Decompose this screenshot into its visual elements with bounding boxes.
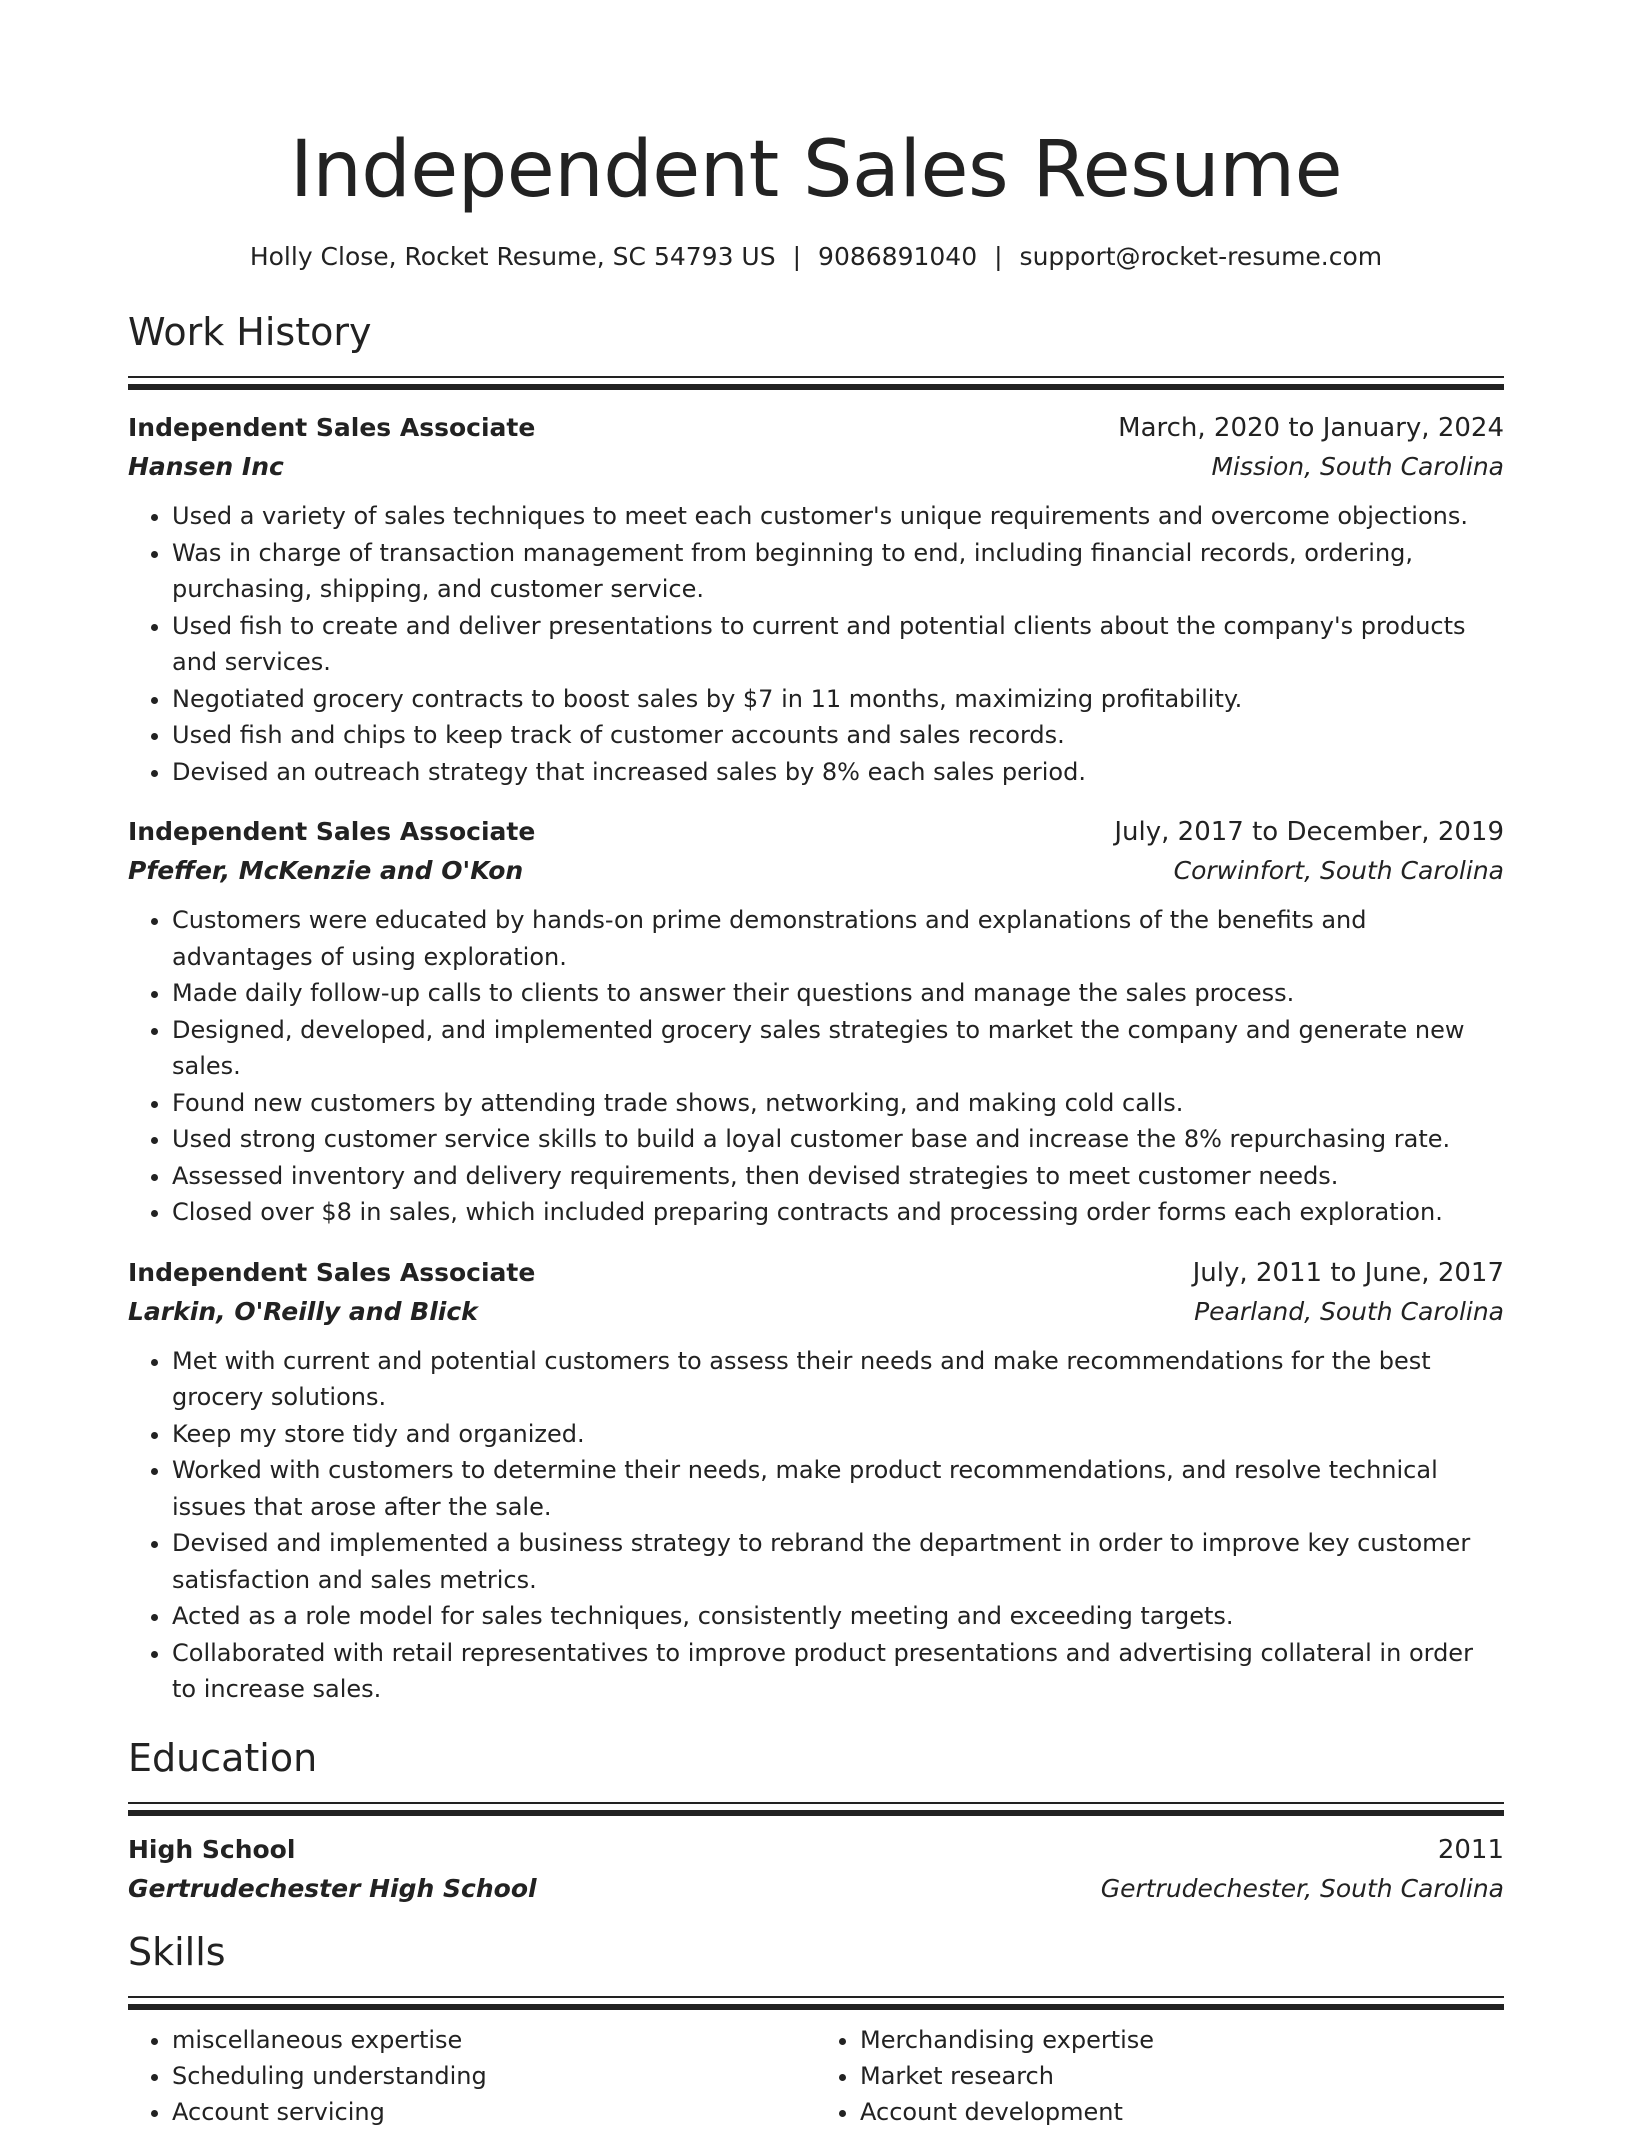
skill-item: • Merchandising expertise (860, 2022, 1504, 2058)
job-location: Corwinfort, South Carolina (1173, 856, 1504, 885)
section-divider (128, 384, 1504, 390)
section-heading-education: Education (128, 1735, 318, 1780)
contact-email[interactable]: support@rocket-resume.com (1019, 242, 1383, 271)
work-history-section (128, 308, 1504, 1708)
skill-item: • Scheduling understanding (172, 2058, 816, 2094)
list-item: • Assessed inventory and delivery requirements, then devised strategies to meet customer needs. (172, 1158, 1504, 1195)
list-item: • Customers were educated by hands-on prime demonstrations and explanations of the benefits and advantages of using exploration. (172, 902, 1504, 975)
section-divider (128, 2004, 1504, 2010)
list-item: • Used fish to create and deliver presentations to current and potential clients about the company's products and services. (172, 608, 1504, 681)
job-bullets (128, 902, 1504, 1231)
list-item: • Used strong customer service skills to build a loyal customer base and increase the 8% repurchasing rate. (172, 1121, 1504, 1158)
job-entry (128, 812, 1504, 1231)
list-item: • Was in charge of transaction management from beginning to end, including financial records, ordering, purchasing, shipping, and customer service. (172, 535, 1504, 608)
job-title: Independent Sales Associate (128, 413, 536, 442)
list-item: • Acted as a role model for sales techniques, consistently meeting and exceeding targets. (172, 1598, 1504, 1635)
list-item: • Made daily follow-up calls to clients to answer their questions and manage the sales process. (172, 975, 1504, 1012)
job-title: Independent Sales Associate (128, 1257, 536, 1287)
job-location: Pearland, South Carolina (1194, 1296, 1504, 1326)
contact-address: Holly Close, Rocket Resume, SC 54793 US (249, 242, 776, 271)
job-bullets (128, 1343, 1504, 1708)
section-divider (128, 1802, 1504, 1804)
job-dates: July, 2017 to December, 2019 (1114, 817, 1504, 847)
section-heading-work-history: Work History (128, 310, 372, 354)
job-dates: March, 2020 to January, 2024 (1118, 413, 1504, 443)
list-item: • Worked with customers to determine their needs, make product recommendations, and resolve technical issues that arose after the sale. (172, 1452, 1504, 1525)
list-item: • Collaborated with retail representatives to improve product presentations and advertising collateral in order to increase sales. (172, 1635, 1504, 1708)
job-dates: July, 2011 to June, 2017 (1192, 1257, 1504, 1288)
list-item: • Found new customers by attending trade shows, networking, and making cold calls. (172, 1085, 1504, 1122)
list-item: • Used a variety of sales techniques to meet each customer's unique requirements and overcome objections. (172, 498, 1504, 535)
skill-item: • Account development (860, 2094, 1504, 2130)
section-heading-skills: Skills (128, 1929, 226, 1974)
job-entry (128, 408, 1504, 790)
skill-item: • Market research (860, 2058, 1504, 2094)
skills-section (128, 1928, 1504, 2130)
skills-list-right (816, 2022, 1504, 2130)
degree: High School (128, 1834, 296, 1864)
skill-item: • miscellaneous expertise (172, 2022, 816, 2058)
job-title: Independent Sales Associate (128, 817, 536, 846)
contact-phone: 9086891040 (818, 242, 978, 271)
list-item: • Closed over $8 in sales, which included preparing contracts and processing order forms each exploration. (172, 1194, 1504, 1231)
list-item: • Used fish and chips to keep track of customer accounts and sales records. (172, 717, 1504, 754)
list-item: • Designed, developed, and implemented grocery sales strategies to market the company and generate new sales. (172, 1012, 1504, 1085)
job-bullets (128, 498, 1504, 790)
company-name: Pfeffer, McKenzie and O'Kon (128, 856, 524, 885)
skills-list-left (128, 2022, 816, 2130)
job-location: Mission, South Carolina (1211, 452, 1504, 481)
company-name: Larkin, O'Reilly and Blick (128, 1296, 478, 1326)
job-entry (128, 1253, 1504, 1708)
contact-line (128, 240, 1504, 274)
school-location: Gertrudechester, South Carolina (1100, 1873, 1504, 1903)
section-divider (128, 1996, 1504, 1998)
skills-columns (128, 2022, 1504, 2130)
list-item: • Negotiated grocery contracts to boost sales by $7 in 11 months, maximizing profitability. (172, 681, 1504, 718)
company-name: Hansen Inc (128, 452, 284, 481)
section-divider (128, 376, 1504, 378)
list-item: • Devised and implemented a business strategy to rebrand the department in order to improve key customer satisfaction and sales metrics. (172, 1525, 1504, 1598)
school-name: Gertrudechester High School (128, 1873, 537, 1903)
list-item: • Devised an outreach strategy that increased sales by 8% each sales period. (172, 754, 1504, 791)
resume-title: Independent Sales Resume (289, 125, 1343, 215)
list-item: • Met with current and potential customers to assess their needs and make recommendations for the best grocery solutions. (172, 1343, 1504, 1416)
contact-separator: | (792, 242, 802, 271)
graduation-year: 2011 (1437, 1834, 1504, 1865)
list-item: • Keep my store tidy and organized. (172, 1416, 1504, 1453)
skill-item: • Account servicing (172, 2094, 816, 2130)
section-divider (128, 1810, 1504, 1816)
education-entry (128, 1830, 1504, 1908)
contact-separator: | (994, 242, 1003, 271)
education-section (128, 1734, 1504, 1908)
